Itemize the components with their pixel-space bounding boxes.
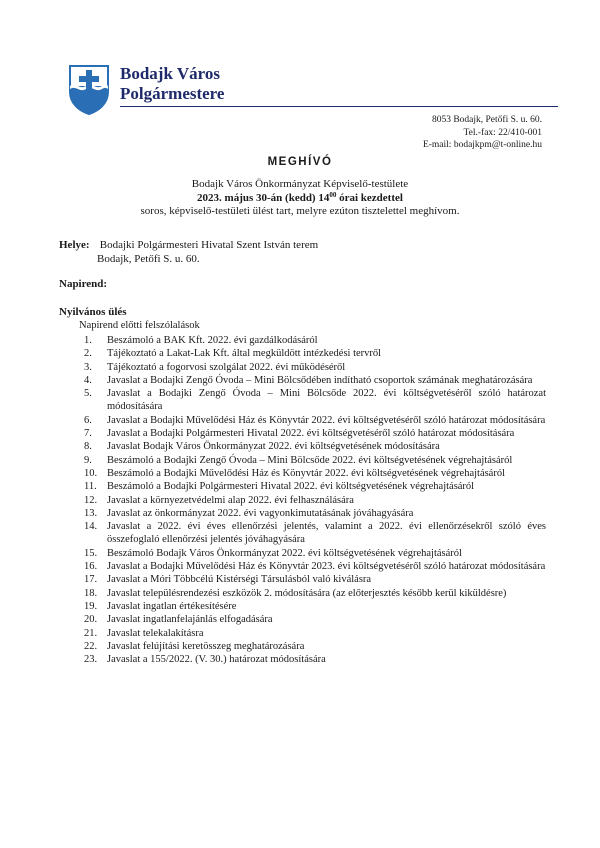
header-divider: [120, 106, 558, 107]
agenda-item-number: 14.: [84, 521, 98, 533]
agenda-item-number: 6.: [84, 414, 92, 426]
agenda-item-text: Javaslat a Bodajki Polgármesteri Hivatal 2022. évi költségvetéséről szóló határozat módosítására: [107, 428, 515, 440]
agenda-item-number: 5.: [84, 388, 92, 400]
meeting-time-sup: 00: [329, 190, 337, 199]
agenda-item: [84, 560, 546, 573]
agenda-item-number: 11.: [84, 481, 97, 493]
location-line1: Bodajki Polgármesteri Hivatal Szent István terem: [99, 239, 319, 251]
agenda-item-text: Javaslat a 155/2022. (V. 30.) határozat módosítására: [107, 654, 326, 666]
agenda-item-number: 3.: [84, 361, 92, 373]
agenda-item-text: Javaslat a Bodajki Zengő Óvoda – Mini Bölcsődében indítható csoportok számának meghatározására: [107, 374, 533, 386]
agenda-item-text: Javaslat ingatlan értékesítésére: [107, 600, 237, 612]
agenda-item: [84, 494, 546, 507]
document-title: MEGHÍVÓ: [267, 156, 333, 168]
agenda-item-text: Javaslat a Bodajki Művelődési Ház és Könyvtár 2022. évi költségvetéséről szóló határozat módosítására: [107, 414, 546, 426]
agenda-item-number: 4.: [84, 374, 92, 386]
agenda-item-text: Javaslat településrendezési eszközök 2. módosítására (az előterjesztés később kerül kiküldésre): [107, 587, 507, 599]
agenda-item: [84, 547, 546, 560]
agenda-item-number: 22.: [84, 640, 98, 652]
location-block: [59, 238, 318, 266]
meeting-date: [0, 192, 600, 206]
agenda-item: [84, 627, 546, 640]
agenda-item-text: Tájékoztató a Lakat-Lak Kft. által megküldött intézkedési tervről: [107, 348, 382, 360]
agenda-item-text: Javaslat az önkormányzat 2022. évi vagyonkimutatásának jóváhagyására: [107, 507, 414, 519]
agenda-item-text: Beszámoló a Bodajki Zengő Óvoda – Mini Bölcsőde 2022. évi költségvetésének végrehajtásáról: [107, 454, 513, 466]
org-name-line2: Polgármestere: [120, 84, 225, 103]
agenda-item: [84, 613, 546, 626]
agenda-item-number: 15.: [84, 547, 98, 559]
email-text: E-mail: bodajkpm@t-online.hu: [422, 140, 542, 150]
agenda-item-number: 17.: [84, 574, 98, 586]
agenda-item-text: Tájékoztató a fogorvosi szolgálat 2022. évi működéséről: [107, 361, 346, 373]
agenda-item-number: 19.: [84, 600, 98, 612]
organization-name: [120, 64, 224, 104]
agenda-item: [84, 361, 546, 374]
agenda-label: Napirend:: [59, 278, 108, 290]
agenda-item-number: 21.: [84, 627, 98, 639]
agenda-item-number: 1.: [84, 335, 92, 346]
agenda-item-text: Beszámoló a Bodajki Művelődési Ház és Könyvtár 2022. évi költségvetésének végrehajtásáról: [107, 467, 506, 479]
agenda-item: [84, 427, 546, 440]
meeting-date-text: 2023. május 30-án (kedd) 14: [197, 191, 330, 204]
agenda-item-text: Javaslat Bodajk Város Önkormányzat 2022. évi költségvetésének módosítására: [107, 441, 440, 453]
agenda-item-text: Beszámoló Bodajk Város Önkormányzat 2022. évi költségvetésének végrehajtásáról: [107, 547, 462, 559]
agenda-item-text: Javaslat telekalakításra: [107, 627, 204, 639]
agenda-item: [84, 480, 546, 493]
coat-of-arms-icon: [68, 64, 110, 116]
agenda-item-number: 23.: [84, 654, 98, 666]
agenda-item: [84, 347, 546, 360]
location-line2: Bodajk, Petőfi S. u. 60.: [97, 253, 200, 265]
agenda-item: [84, 454, 546, 467]
agenda-item: [84, 600, 546, 613]
agenda-item-text: Javaslat a Bodajki Művelődési Ház és Könyvtár 2023. évi költségvetéséről szóló határozat módosítására: [107, 561, 546, 573]
agenda-item-text: Javaslat ingatlanfelajánlás elfogadására: [107, 614, 273, 626]
agenda-item: [84, 440, 546, 453]
agenda-item: [84, 334, 546, 347]
intro-line1: Bodajk Város Önkormányzat Képviselő-testülete: [191, 178, 409, 190]
agenda-item-number: 13.: [84, 507, 98, 519]
agenda-item: [84, 653, 546, 666]
intro-line3: soros, képviselő-testületi ülést tart, melyre ezúton tisztelettel meghívom.: [140, 205, 460, 217]
meeting-time-text: órai kezdettel: [336, 191, 403, 204]
agenda-item-number: 16.: [84, 561, 98, 573]
agenda-item-text: Javaslat felújítási keretösszeg meghatározására: [107, 640, 305, 652]
agenda-item: [84, 587, 546, 600]
agenda-item: [84, 573, 546, 586]
agenda-item: [84, 520, 546, 547]
address-text: 8053 Bodajk, Petőfi S. u. 60.: [431, 115, 542, 125]
agenda-item: [84, 507, 546, 520]
agenda-item: [84, 467, 546, 480]
agenda-item-number: 20.: [84, 614, 98, 626]
agenda-item-number: 7.: [84, 428, 92, 440]
agenda-item: [84, 374, 546, 387]
agenda-item: [84, 414, 546, 427]
contact-block: [423, 114, 542, 152]
public-session-heading: Nyilvános ülés: [59, 306, 127, 318]
agenda-item-number: 10.: [84, 467, 98, 479]
agenda-item-number: 9.: [84, 454, 92, 466]
agenda-item-number: 2.: [84, 348, 92, 360]
agenda-item-text: Javaslat a 2022. évi éves ellenőrzési jelentés, valamint a 2022. évi ellenőrzésekről szóló éves összefoglaló ellenőrzési jelentés jóváhagyására: [107, 521, 546, 546]
pre-agenda-text: Napirend előtti felszólalások: [79, 320, 200, 331]
agenda-item: [84, 387, 546, 414]
agenda-item-number: 12.: [84, 494, 98, 506]
agenda-item-number: 8.: [84, 441, 92, 453]
agenda-item-text: Javaslat a Móri Többcélú Kistérségi Társulásból való kiválásra: [107, 574, 372, 586]
location-label: Helye:: [59, 239, 90, 251]
agenda-item: [84, 640, 546, 653]
invitation-intro: [0, 178, 600, 219]
phone-text: Tel.-fax: 22/410-001: [463, 127, 542, 138]
agenda-item-text: Javaslat a Bodajki Zengő Óvoda – Mini Bölcsőde 2022. évi költségvetéséről szóló határozat módosítására: [107, 388, 546, 413]
agenda-list: [84, 334, 546, 666]
agenda-item-text: Beszámoló a Bodajki Polgármesteri Hivatal 2022. évi költségvetésének végrehajtásáról: [107, 481, 475, 493]
org-name-line1: Bodajk Város: [120, 64, 220, 83]
agenda-item-text: Beszámoló a BAK Kft. 2022. évi gazdálkodásáról: [107, 335, 318, 346]
agenda-item-text: Javaslat a környezetvédelmi alap 2022. évi felhasználására: [107, 494, 354, 506]
agenda-item-number: 18.: [84, 587, 98, 599]
